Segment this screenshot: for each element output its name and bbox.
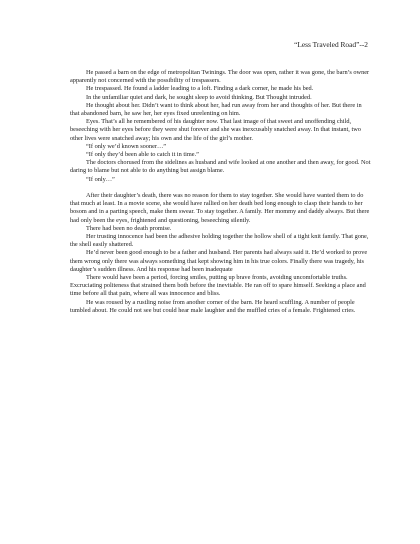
body-text [70, 69, 371, 315]
paragraph: He thought about her. Didn’t want to think about her, had run away from her and thoughts of her. But there in that abandoned barn, he saw her, her eyes fixed unrelenting on him. [70, 101, 362, 118]
section-gap [70, 184, 371, 192]
paragraph: After their daughter’s death, there was no reason for them to stay together. She would have wanted them to do that much at least. In a movie scene, she would have rallied on her death bed long enough to clasp their hands to her bosom and in a parting speech, make them swear. To stay together. A family. Her mommy and daddy always. But there had only been the eyes, frightened and questioning, beseeching silently. [70, 192, 370, 224]
running-head: “Less Traveled Road”--2 [294, 40, 368, 49]
paragraph: He trespassed. He found a ladder leading to a loft. Finding a dark corner, he made his bed. [86, 85, 314, 93]
paragraph: “If only…” [86, 175, 115, 183]
paragraph: He was roused by a rustling noise from another corner of the barn. He heard scuffling. A number of people tumbled about. He could not see but could hear male laughter and the muffled cries of a female. Frightened cries. [70, 298, 356, 314]
paragraph: He passed a barn on the edge of metropolitan Twinings. The door was open, rather it was gone, the barn’s owner apparently not concerned with the possibility of trespassers. [70, 69, 370, 85]
paragraph: “If only they’d been able to catch it in time.” [86, 151, 199, 159]
paragraph: There would have been a period, forcing smiles, putting up brave fronts, avoiding uncomfortable truths. Excruciating politeness that strained them both before the inevitable. He ran off to spare himself. Seeking a place and time before all that pain, where all was innocence and bliss. [70, 274, 366, 298]
paragraph: The doctors chorused from the sidelines as husband and wife looked at one another and then away, for good. Not daring to blame but not able to do anything but assign blame. [70, 159, 371, 175]
paragraph: He’d never been good enough to be a father and husband. Her parents had always said it. He’d worked to prove them wrong only there was always something that kept showing him in his true colors. Finally there was tragedy, his daughter’s sudden illness. And his response had been inadequate [70, 249, 368, 273]
paragraph: There had been no death promise. [86, 224, 172, 232]
paragraph: Eyes. That’s all he remembered of his daughter now. That last image of that sweet and unoffending child, beseeching with her eyes before they were shut forever and she was inexcusably snatched away. In that instant, two other lives were snatched away; his own and the life of the girl’s mother. [70, 118, 361, 142]
paragraph: “If only we’d known sooner…” [86, 142, 167, 150]
paragraph: Her trusting innocence had been the adhesive holding together the hollow shell of a tight knit family. That gone, the shell easily shattered. [70, 233, 369, 249]
paragraph: In the unfamiliar quiet and dark, he sought sleep to avoid thinking. But Thought intruded. [86, 93, 312, 101]
